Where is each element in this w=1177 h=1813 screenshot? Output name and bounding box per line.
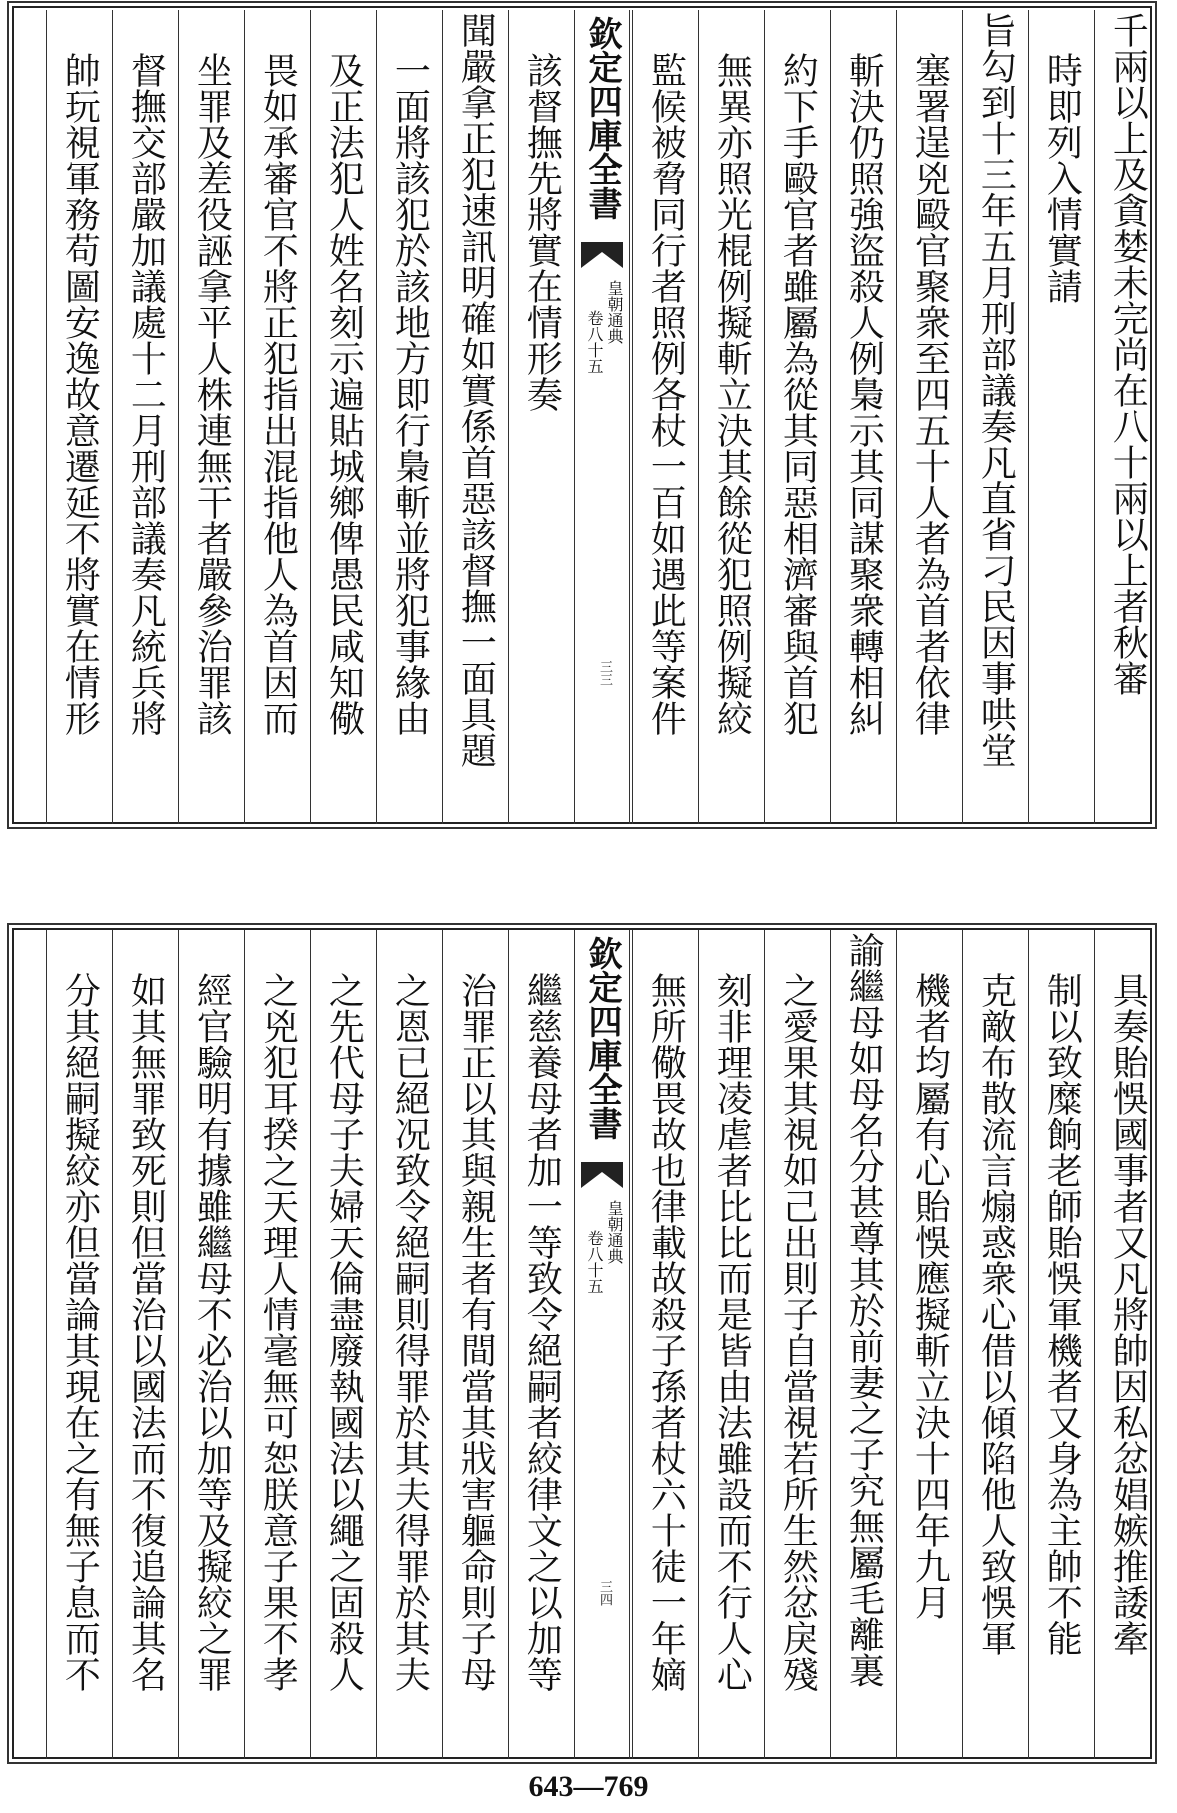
text-column: [698, 930, 758, 1759]
column-text: 諭繼母如母名分甚尊其於前妻之子究無屬毛離裏: [843, 932, 885, 1688]
text-column: [698, 10, 758, 824]
text-column: [632, 930, 692, 1759]
column-text: 斬決仍照強盜殺人例梟示其同謀聚衆轉相糾: [843, 52, 885, 736]
text-column: [1094, 10, 1154, 824]
text-column: [376, 930, 436, 1759]
column-text: 如其無罪致死則但當治以國法而不復追論其名: [125, 972, 167, 1692]
volume-label: 卷八十五: [585, 310, 604, 374]
column-text: 千兩以上及貪婪未完尚在八十兩以上者秋審: [1107, 12, 1149, 696]
text-column: [764, 10, 824, 824]
column-text: 及正法犯人姓名刻示遍貼城鄉俾愚民咸知儆: [323, 52, 365, 736]
column-text: 克敵布散流言煽惑衆心借以傾陷他人致悞軍: [975, 972, 1017, 1656]
column-text: 畏如承審官不將正犯指出混指他人為首因而: [257, 52, 299, 736]
text-column: [632, 10, 692, 824]
column-text: 治罪正以其與親生者有間當其戕害軀命則子母: [455, 972, 497, 1692]
sub-title: 皇朝通典: [605, 280, 624, 344]
text-column: [830, 10, 890, 824]
column-text: 旨勾到十三年五月刑部議奏凡直省刁民因事哄堂: [975, 12, 1017, 768]
text-column: [178, 930, 238, 1759]
column-text: 無異亦照光棍例擬斬立決其餘從犯照例擬絞: [711, 52, 753, 736]
column-text: 機者均屬有心貽悞應擬斬立決十四年九月: [909, 972, 951, 1620]
text-column: [896, 10, 956, 824]
text-column: [1094, 930, 1154, 1759]
column-text: 時即列入情實請: [1041, 52, 1083, 304]
column-text: 聞嚴拿正犯速訊明確如實係首惡該督撫一面具題: [455, 12, 497, 768]
column-text: 一面將該犯於該地方即行梟斬並將犯事緣由: [389, 52, 431, 736]
column-text: 制以致糜餉老師貽悞軍機者又身為主帥不能: [1041, 972, 1083, 1656]
text-column: [244, 10, 304, 824]
column-text: 督撫交部嚴加議處十二月刑部議奏凡統兵將: [125, 52, 167, 736]
text-column: [112, 930, 172, 1759]
text-column: [178, 10, 238, 824]
text-column: [508, 10, 568, 824]
page-number: 三四: [597, 1580, 612, 1606]
volume-label: 卷八十五: [585, 1230, 604, 1294]
bottom-page: [8, 920, 1156, 1765]
column-text: 約下手毆官者雖屬為從其同惡相濟審與首犯: [777, 52, 819, 736]
text-column: [1028, 10, 1088, 824]
column-text: 之先代母子夫婦天倫盡廢執國法以繩之固殺人: [323, 972, 365, 1692]
text-column: [508, 930, 568, 1759]
column-text: 無所儆畏故也律載故殺子孫者杖六十徒一年嫡: [645, 972, 687, 1692]
text-column: [962, 930, 1022, 1759]
text-column: [830, 930, 890, 1759]
text-column: [962, 10, 1022, 824]
column-text: 繼慈養母者加一等致令絕嗣者絞律文之以加等: [521, 972, 563, 1692]
text-column: [244, 930, 304, 1759]
column-text: 之恩已絕况致令絕嗣則得罪於其夫得罪於其夫: [389, 972, 431, 1692]
column-text: 刻非理凌虐者比比而是皆由法雖設而不行人心: [711, 972, 753, 1692]
column-text: 具奏貽悞國事者又凡將帥因私忿娼嫉推諉牽: [1107, 972, 1149, 1656]
center-fold: [574, 10, 630, 824]
column-text: 分其絕嗣擬絞亦但當論其現在之有無子息而不: [59, 972, 101, 1692]
fishtail-mark-icon: [581, 242, 623, 268]
column-text: 塞署逞兇毆官聚衆至四五十人者為首者依律: [909, 52, 951, 736]
page-number: 三三: [597, 660, 612, 686]
text-column: [46, 930, 106, 1759]
column-text: 監候被脅同行者照例各杖一百如遇此等案件: [645, 52, 687, 736]
text-column: [310, 930, 370, 1759]
text-column: [1028, 930, 1088, 1759]
column-text: 之兇犯耳揆之天理人情毫無可恕朕意子果不孝: [257, 972, 299, 1692]
text-column: [896, 930, 956, 1759]
text-column: [112, 10, 172, 824]
text-column: [376, 10, 436, 824]
column-text: 之愛果其視如己出則子自當視若所生然忿戾殘: [777, 972, 819, 1692]
column-text: 經官驗明有據雖繼母不必治以加等及擬絞之罪: [191, 972, 233, 1692]
book-title: 欽定四庫全書: [582, 936, 622, 1140]
column-text: 坐罪及差役誣拿平人株連無干者嚴參治罪該: [191, 52, 233, 736]
sub-title: 皇朝通典: [605, 1200, 624, 1264]
text-column: [310, 10, 370, 824]
column-text: 帥玩視軍務苟圖安逸故意遷延不將實在情形: [59, 52, 101, 736]
top-page: [8, 0, 1156, 830]
fishtail-mark-icon: [581, 1162, 623, 1188]
text-column: [442, 930, 502, 1759]
center-fold: [574, 930, 630, 1759]
page-footer-number: 643—769: [528, 1770, 649, 1803]
text-column: [442, 10, 502, 824]
text-column: [764, 930, 824, 1759]
column-text: 該督撫先將實在情形奏: [521, 52, 563, 412]
book-title: 欽定四庫全書: [582, 16, 622, 220]
text-column: [46, 10, 106, 824]
